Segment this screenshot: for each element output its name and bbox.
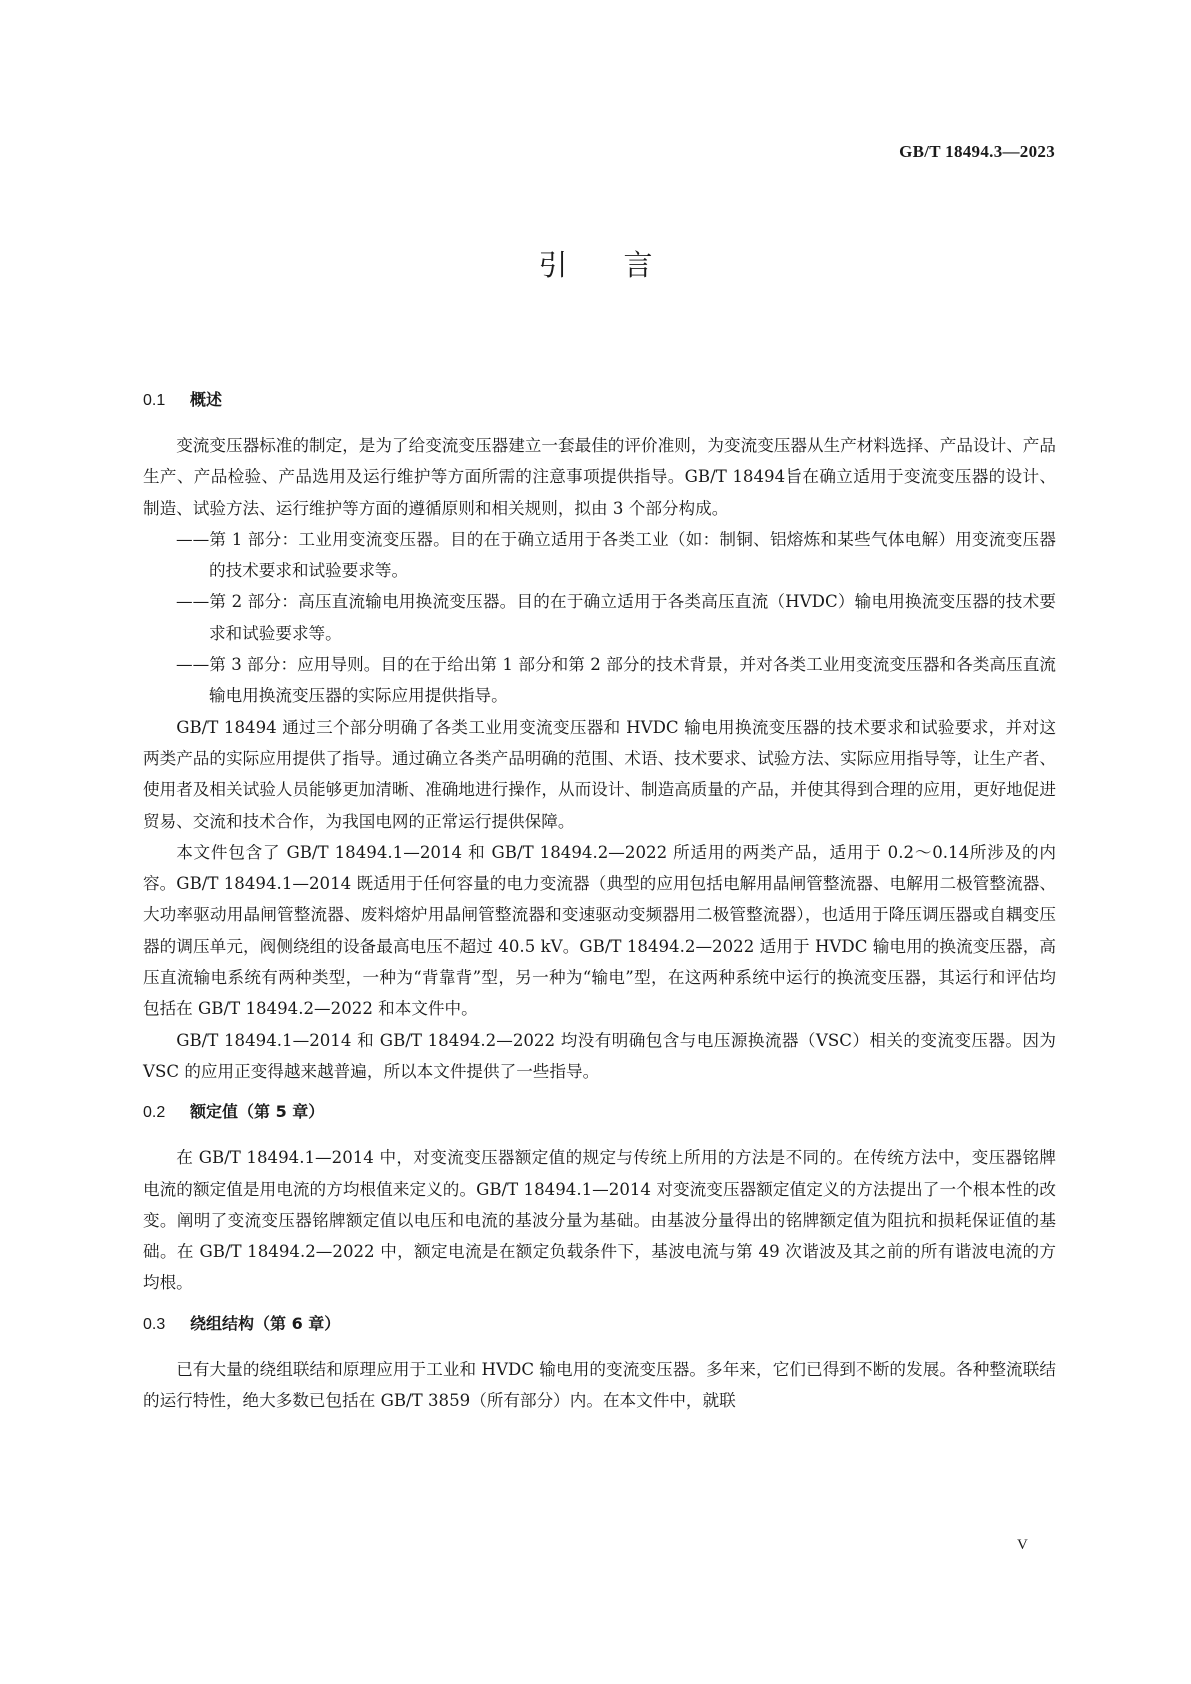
page-number: V <box>1017 1537 1028 1553</box>
section-title: 绕组结构（第 6 章） <box>190 1313 341 1333</box>
paragraph: GB/T 18494.1—2014 和 GB/T 18494.2—2022 均没有明确包含与电压源换流器（VSC）相关的变流变压器。因为 VSC 的应用正变得越来越普遍，所以本文件提供了一些指导。 <box>143 1030 1056 1081</box>
section-number: 0.3 <box>143 1315 166 1333</box>
list-item: ——第 3 部分：应用导则。目的在于给出第 1 部分和第 2 部分的技术背景，并对各类工业用变流变压器和各类高压直流输电用换流变压器的实际应用提供指导。 <box>176 655 1056 706</box>
section-heading-0-3 <box>143 1311 1056 1338</box>
paragraph: 变流变压器标准的制定，是为了给变流变压器建立一套最佳的评价准则，为变流变压器从生产材料选择、产品设计、产品生产、产品检验、产品选用及运行维护等方面所需的注意事项提供指导。GB/T 18494旨在确立适用于变流变压器的设计、制造、试验方法、运行维护等方面的遵循原则和相关规则，拟由 3 个部分构成。 <box>143 436 1056 518</box>
list-item: ——第 1 部分：工业用变流变压器。目的在于确立适用于各类工业（如：制铜、铝熔炼和某些气体电解）用变流变压器的技术要求和试验要求等。 <box>176 529 1056 581</box>
section-title: 概述 <box>190 390 223 409</box>
section-number: 0.1 <box>143 392 166 409</box>
section-heading-0-2 <box>143 1099 1056 1126</box>
paragraph: 本文件包含了 GB/T 18494.1—2014 和 GB/T 18494.2—2022 所适用的两类产品，适用于 0.2～0.14所涉及的内容。GB/T 18494.1—2014 既适用于任何容量的电力变流器（典型的应用包括电解用晶闸管整流器、电解用二极管整流器、大功率驱动用晶闸管整流器、废料熔炉用晶闸管整流器和变速驱动变频器用二极管整流器），也适用于降压调压器或自耦变压器的调压单元，阀侧绕组的设备最高电压不超过 40.5 kV。GB/T 18494.2—2022 适用于 HVDC 输电用的换流变压器，高压直流输电系统有两种类型，一种为“背靠背”型，另一种为“输电”型，在这两种系统中运行的换流变压器，其运行和评估均包括在 GB/T 18494.2—2022 和本文件中。 <box>143 842 1056 1019</box>
section-heading-0-1 <box>143 387 1056 414</box>
section-title: 额定值（第 5 章） <box>190 1102 325 1122</box>
list-item: ——第 2 部分：高压直流输电用换流变压器。目的在于确立适用于各类高压直流（HVDC）输电用换流变压器的技术要求和试验要求等。 <box>176 592 1056 643</box>
section-number: 0.2 <box>143 1104 166 1122</box>
page-title: 引言 <box>538 248 709 282</box>
document-body <box>143 387 1056 1416</box>
paragraph: GB/T 18494 通过三个部分明确了各类工业用变流变压器和 HVDC 输电用换流变压器的技术要求和试验要求，并对这两类产品的实际应用提供了指导。通过确立各类产品明确的范围、术语、技术要求、试验方法、实际应用指导等，让生产者、使用者及相关试验人员能够更加清晰、准确地进行操作，从而设计、制造高质量的产品，并使其得到合理的应用，更好地促进贸易、交流和技术合作，为我国电网的正常运行提供保障。 <box>143 717 1056 831</box>
document-id: GB/T 18494.3—2023 <box>899 142 1055 161</box>
paragraph: 已有大量的绕组联结和原理应用于工业和 HVDC 输电用的变流变压器。多年来，它们已得到不断的发展。各种整流联结的运行特性，绝大多数已包括在 GB/T 3859（所有部分）内。在本文件中，就联 <box>143 1359 1056 1411</box>
paragraph: 在 GB/T 18494.1—2014 中，对变流变压器额定值的规定与传统上所用的方法是不同的。在传统方法中，变压器铭牌电流的额定值是用电流的方均根值来定义的。GB/T 18494.1—2014 对变流变压器额定值定义的方法提出了一个根本性的改变。阐明了变流变压器铭牌额定值以电压和电流的基波分量为基础。由基波分量得出的铭牌额定值为阻抗和损耗保证值的基础。在 GB/T 18494.2—2022 中，额定电流是在额定负载条件下，基波电流与第 49 次谐波及其之前的所有谐波电流的方均根。 <box>143 1148 1056 1293</box>
